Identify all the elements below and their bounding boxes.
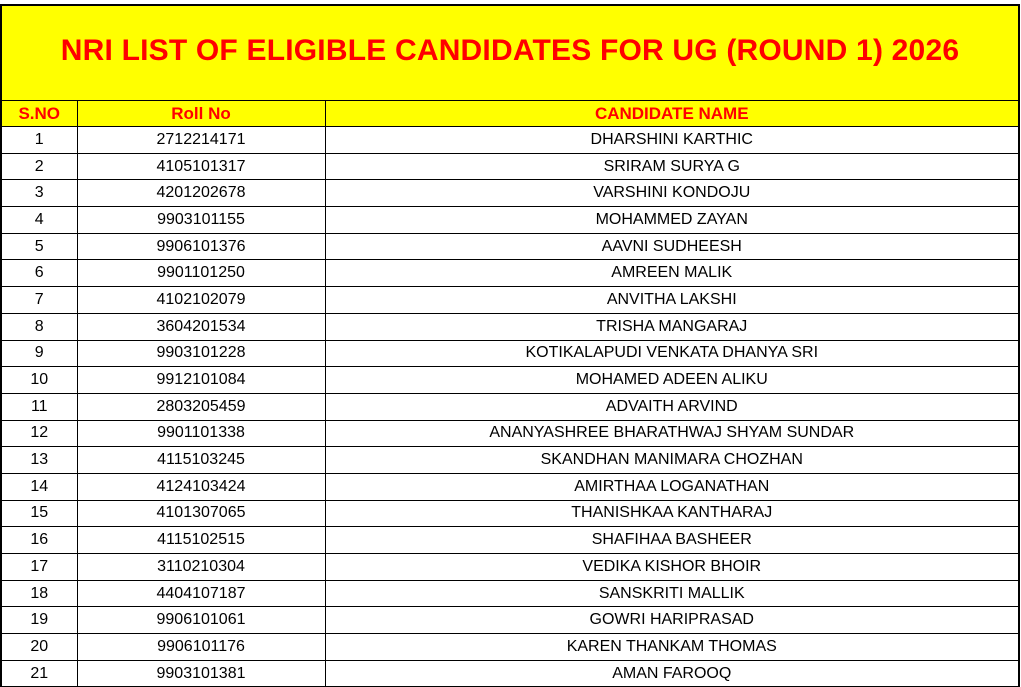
page-title: NRI LIST OF ELIGIBLE CANDIDATES FOR UG (ROUND 1) 2026	[60, 34, 960, 67]
table-row	[2, 580, 1018, 607]
roll-no-cell: 4404107187	[77, 580, 325, 607]
candidate-name-cell: SHAFIHAA BASHEER	[325, 527, 1018, 554]
roll-no-cell: 3110210304	[77, 554, 325, 581]
candidate-name-cell: SRIRAM SURYA G	[325, 153, 1018, 180]
table-row	[2, 180, 1018, 207]
sno-cell: 14	[2, 473, 77, 500]
sno-cell: 8	[2, 313, 77, 340]
table-row	[2, 660, 1018, 687]
sno-cell: 11	[2, 393, 77, 420]
table-row	[2, 554, 1018, 581]
candidate-name-cell: DHARSHINI KARTHIC	[325, 127, 1018, 154]
table-row	[2, 233, 1018, 260]
candidate-name-cell: AMREEN MALIK	[325, 260, 1018, 287]
roll-no-cell: 9901101338	[77, 420, 325, 447]
sno-cell: 5	[2, 233, 77, 260]
candidate-name-cell: VEDIKA KISHOR BHOIR	[325, 554, 1018, 581]
candidate-name-cell: THANISHKAA KANTHARAJ	[325, 500, 1018, 527]
sno-cell: 18	[2, 580, 77, 607]
roll-no-cell: 4102102079	[77, 287, 325, 314]
sno-cell: 9	[2, 340, 77, 367]
roll-no-cell: 9912101084	[77, 367, 325, 394]
candidate-name-cell: TRISHA MANGARAJ	[325, 313, 1018, 340]
table-row	[2, 473, 1018, 500]
roll-no-cell: 9906101176	[77, 634, 325, 661]
roll-no-cell: 9903101228	[77, 340, 325, 367]
sno-cell: 17	[2, 554, 77, 581]
table-row	[2, 153, 1018, 180]
roll-no-cell: 4115102515	[77, 527, 325, 554]
candidate-name-cell: SKANDHAN MANIMARA CHOZHAN	[325, 447, 1018, 474]
table-row	[2, 393, 1018, 420]
candidate-name-cell: MOHAMED ADEEN ALIKU	[325, 367, 1018, 394]
sno-cell: 21	[2, 660, 77, 687]
sno-cell: 13	[2, 447, 77, 474]
roll-no-cell: 4105101317	[77, 153, 325, 180]
candidate-name-cell: MOHAMMED ZAYAN	[325, 207, 1018, 234]
roll-no-cell: 9903101155	[77, 207, 325, 234]
sno-cell: 2	[2, 153, 77, 180]
column-header-sno: S.NO	[2, 101, 77, 127]
candidate-name-cell: KAREN THANKAM THOMAS	[325, 634, 1018, 661]
candidate-name-cell: ANVITHA LAKSHI	[325, 287, 1018, 314]
column-header-roll-no: Roll No	[77, 101, 325, 127]
candidates-table	[2, 101, 1018, 687]
column-header-candidate-name: CANDIDATE NAME	[325, 101, 1018, 127]
table-row	[2, 500, 1018, 527]
roll-no-cell: 9901101250	[77, 260, 325, 287]
sno-cell: 15	[2, 500, 77, 527]
table-row	[2, 340, 1018, 367]
candidate-name-cell: SANSKRITI MALLIK	[325, 580, 1018, 607]
eligible-candidates-sheet	[0, 4, 1020, 687]
sno-cell: 3	[2, 180, 77, 207]
candidate-name-cell: ADVAITH ARVIND	[325, 393, 1018, 420]
sno-cell: 10	[2, 367, 77, 394]
sno-cell: 4	[2, 207, 77, 234]
candidate-name-cell: AMIRTHAA LOGANATHAN	[325, 473, 1018, 500]
table-row	[2, 527, 1018, 554]
roll-no-cell: 9906101376	[77, 233, 325, 260]
sno-cell: 16	[2, 527, 77, 554]
table-row	[2, 607, 1018, 634]
roll-no-cell: 2712214171	[77, 127, 325, 154]
sno-cell: 20	[2, 634, 77, 661]
roll-no-cell: 3604201534	[77, 313, 325, 340]
table-row	[2, 207, 1018, 234]
sno-cell: 12	[2, 420, 77, 447]
roll-no-cell: 2803205459	[77, 393, 325, 420]
table-row	[2, 260, 1018, 287]
candidate-name-cell: AMAN FAROOQ	[325, 660, 1018, 687]
candidate-name-cell: KOTIKALAPUDI VENKATA DHANYA SRI	[325, 340, 1018, 367]
candidate-name-cell: AAVNI SUDHEESH	[325, 233, 1018, 260]
roll-no-cell: 9903101381	[77, 660, 325, 687]
table-row	[2, 634, 1018, 661]
candidate-name-cell: ANANYASHREE BHARATHWAJ SHYAM SUNDAR	[325, 420, 1018, 447]
sno-cell: 1	[2, 127, 77, 154]
roll-no-cell: 9906101061	[77, 607, 325, 634]
roll-no-cell: 4101307065	[77, 500, 325, 527]
table-row	[2, 313, 1018, 340]
table-row	[2, 367, 1018, 394]
table-body	[2, 127, 1018, 687]
sno-cell: 6	[2, 260, 77, 287]
roll-no-cell: 4115103245	[77, 447, 325, 474]
table-header-row	[2, 101, 1018, 127]
table-row	[2, 287, 1018, 314]
table-row	[2, 420, 1018, 447]
sno-cell: 7	[2, 287, 77, 314]
roll-no-cell: 4201202678	[77, 180, 325, 207]
candidate-name-cell: VARSHINI KONDOJU	[325, 180, 1018, 207]
table-row	[2, 127, 1018, 154]
roll-no-cell: 4124103424	[77, 473, 325, 500]
sno-cell: 19	[2, 607, 77, 634]
table-row	[2, 447, 1018, 474]
candidate-name-cell: GOWRI HARIPRASAD	[325, 607, 1018, 634]
title-banner	[2, 6, 1018, 101]
